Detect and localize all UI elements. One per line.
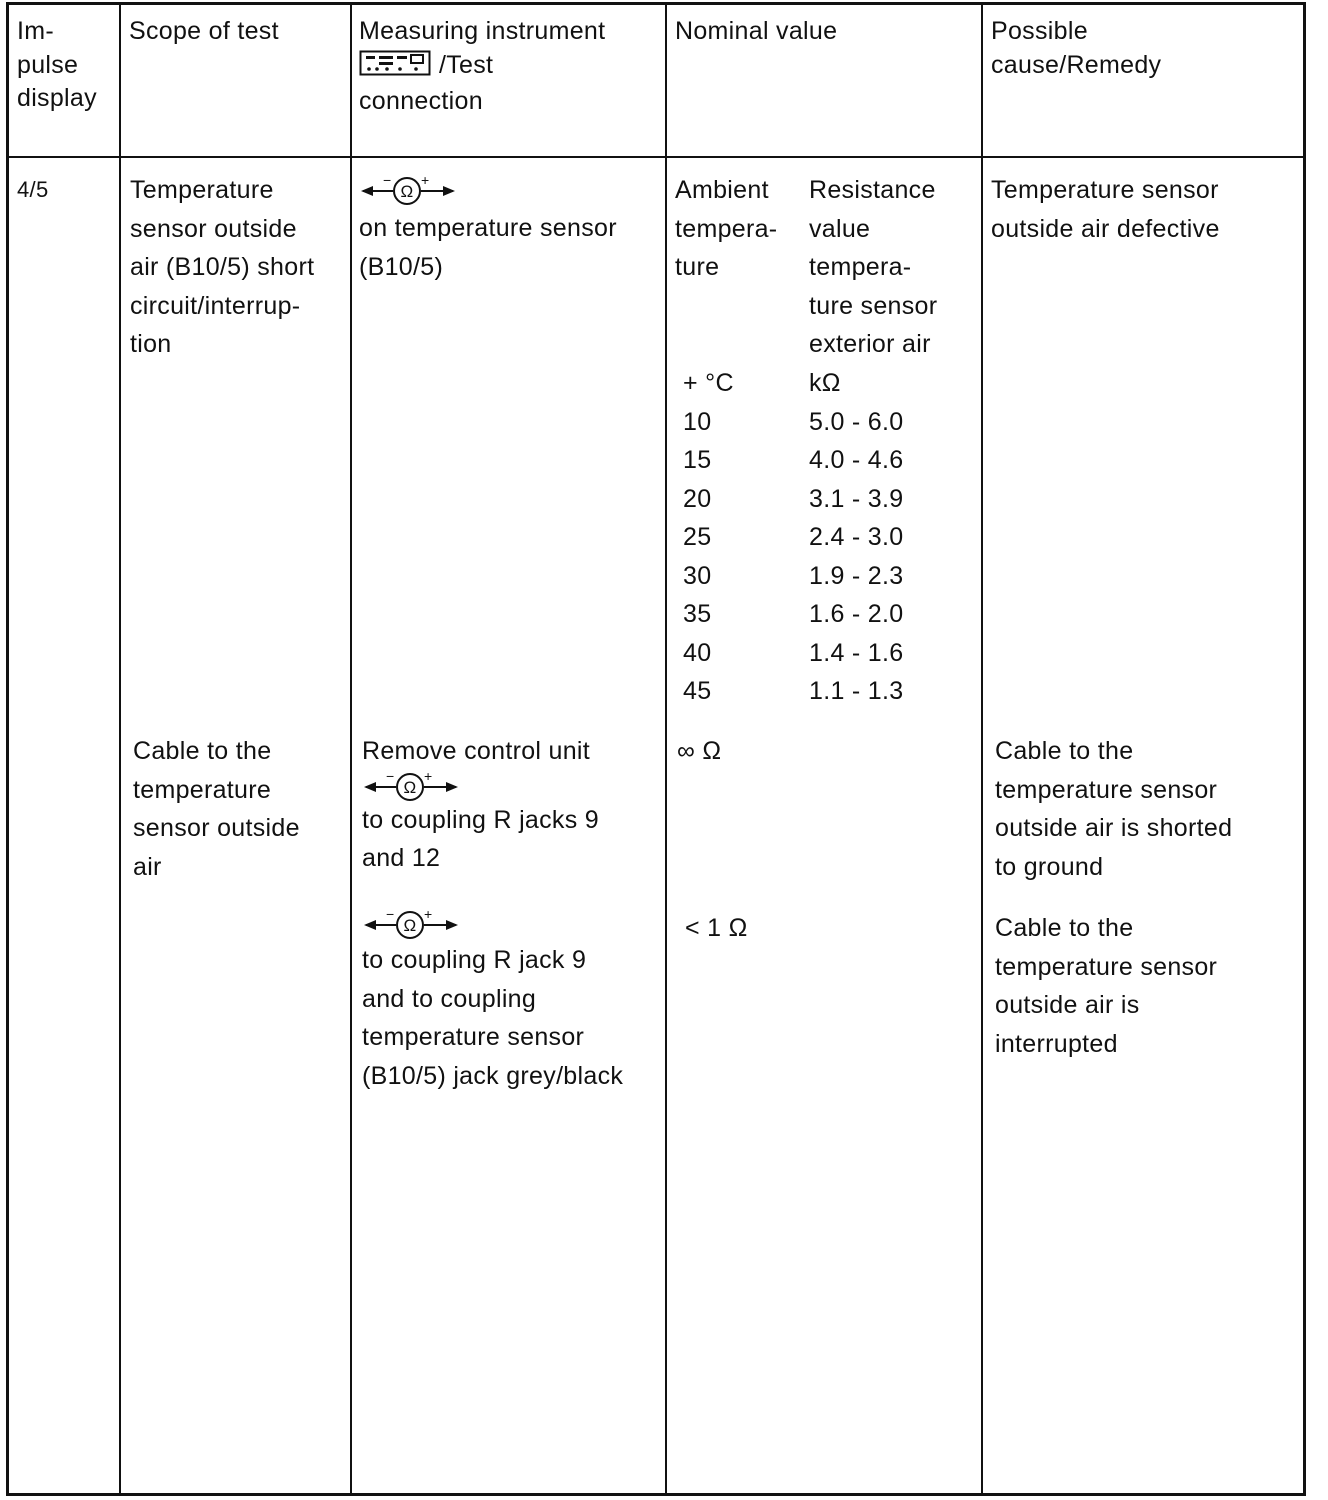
temperature-value: 10 [683, 407, 712, 436]
temperature-value: 40 [683, 638, 712, 667]
instrument-on-sensor: − Ω + on temperature sensor (B10/5) [359, 173, 617, 286]
resistance-range: 1.6 - 2.0 [809, 600, 904, 628]
svg-text:+: + [424, 909, 433, 922]
ohmmeter-connection-icon [359, 175, 617, 205]
cause-sensor-defective: Temperature sensor outside air defective [991, 176, 1220, 243]
temperature-value: 15 [683, 446, 712, 474]
impulse-display-value: 4/5 [17, 177, 49, 202]
column-divider [350, 5, 352, 1493]
svg-text:−: − [386, 770, 395, 784]
nominal-infinite-ohm: ∞ Ω [677, 737, 722, 765]
temperature-value: 25 [683, 523, 712, 551]
svg-text:−: − [383, 175, 392, 188]
column-divider [119, 5, 121, 1493]
resistance-range: 2.4 - 3.0 [809, 523, 904, 551]
cause-cable-shorted: Cable to the temperature sensor outside air is shorted to ground [995, 737, 1233, 881]
resistance-range: 1.4 - 1.6 [809, 638, 904, 667]
resistance-range: 5.0 - 6.0 [809, 407, 904, 436]
header-nominal-value: Nominal value [675, 17, 838, 45]
ohmmeter-connection-icon [362, 771, 599, 797]
column-divider [665, 5, 667, 1493]
svg-text:−: − [386, 909, 395, 922]
column-divider [981, 5, 983, 1493]
resistance-range: 4.0 - 4.6 [809, 446, 904, 474]
svg-text:Ω: Ω [400, 182, 414, 201]
svg-text:Ω: Ω [403, 916, 417, 935]
header-divider [9, 156, 1303, 158]
svg-text:+: + [424, 770, 433, 784]
temperature-value: 30 [683, 561, 712, 590]
resistance-range: 3.1 - 3.9 [809, 484, 904, 513]
svg-text:Ω: Ω [403, 777, 417, 797]
resistance-range: 1.1 - 1.3 [809, 677, 904, 705]
test-table [6, 2, 1306, 1496]
header-scope-of-test: Scope of test [129, 17, 279, 45]
ohmmeter-connection-icon [362, 909, 623, 937]
instrument-coupling-jacks-9-12: Remove control unit − Ω + to coupling R jacks 9 and 12 [362, 737, 599, 872]
nominal-resistance-column [809, 364, 903, 711]
scope-cable-to-sensor: Cable to the temperature sensor outside air [133, 737, 300, 881]
header-measuring-instrument: Measuring instrument /Test connection [359, 17, 606, 115]
unit-kiloohm: kΩ [809, 369, 841, 397]
header-impulse-display: Im- pulse display [17, 17, 97, 112]
temperature-value: 35 [683, 600, 712, 628]
temperature-value: 45 [683, 677, 712, 705]
instrument-coupling-jack-9-sensor: − Ω + to coupling R jack 9 and to coupling temperature sensor (B10/5) jack grey/black [362, 909, 623, 1095]
cause-cable-interrupted: Cable to the temperature sensor outside air is interrupted [995, 914, 1218, 1058]
multimeter-icon [359, 50, 431, 86]
resistance-range: 1.9 - 2.3 [809, 561, 904, 590]
scope-sensor-short-circuit: Temperature sensor outside air (B10/5) short circuit/interrup- tion [130, 176, 315, 358]
svg-text:+: + [421, 175, 430, 188]
nominal-less-than-1-ohm: < 1 Ω [685, 914, 748, 942]
nominal-resistance-header: Resistance value tempera- ture sensor exterior air [809, 176, 938, 358]
nominal-ambient-temp-header: Ambient tempera- ture [675, 176, 778, 281]
unit-celsius: + °C [683, 369, 734, 397]
header-possible-cause: Possible cause/Remedy [991, 17, 1162, 79]
temperature-value: 20 [683, 484, 712, 513]
nominal-temperature-column [683, 364, 734, 711]
